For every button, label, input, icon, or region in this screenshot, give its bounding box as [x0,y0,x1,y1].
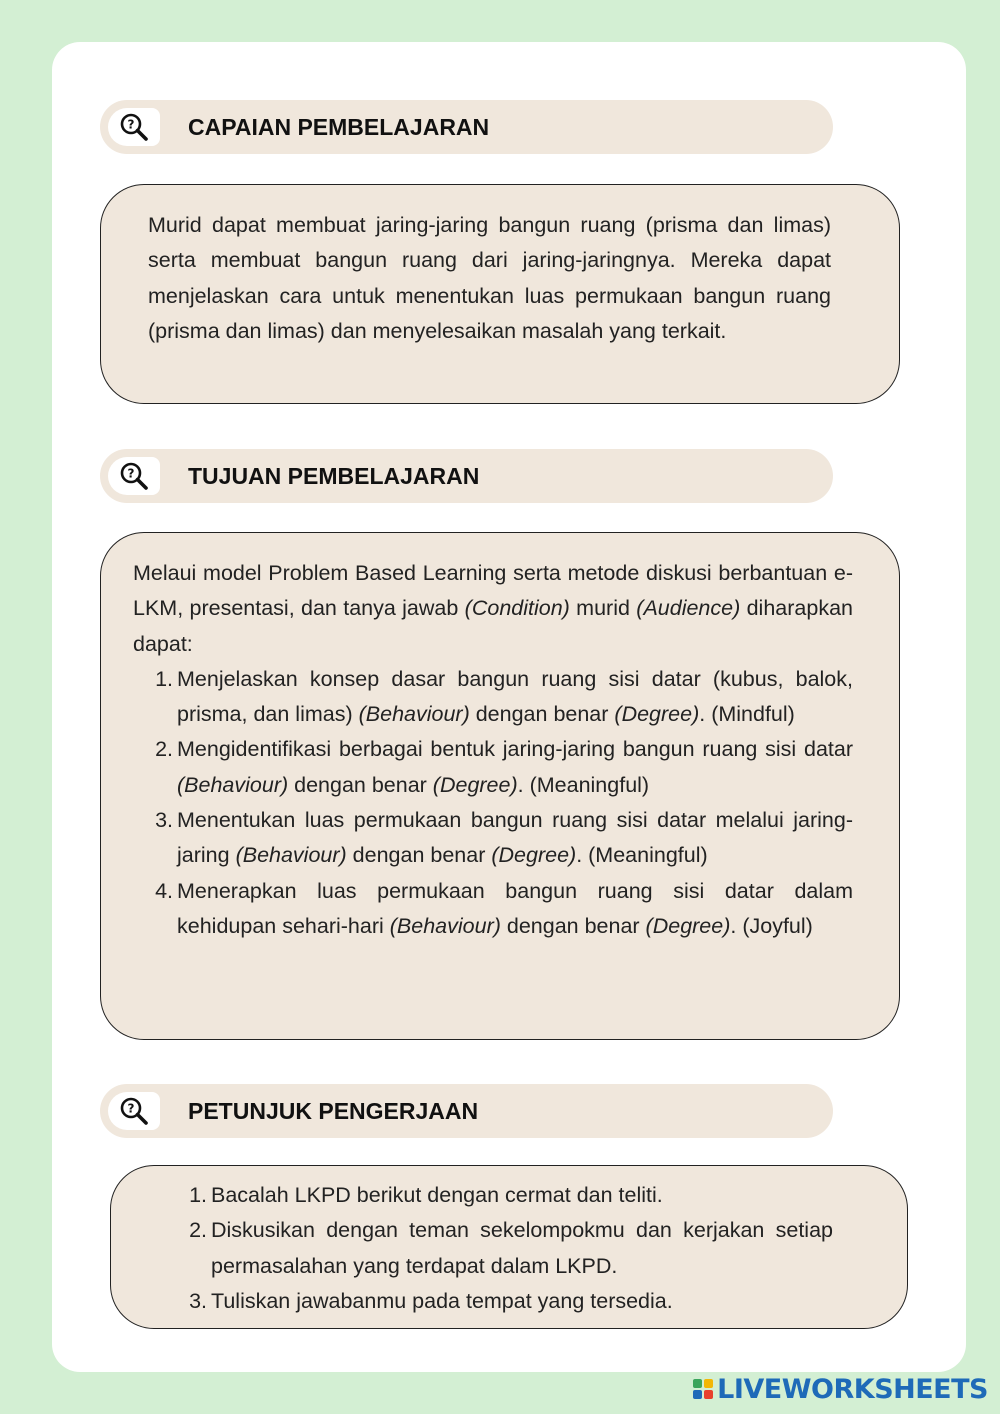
svg-text:?: ? [127,466,135,481]
section-header-capaian [100,100,833,154]
petunjuk-content-box [110,1165,908,1329]
tujuan-intro: Melaui model Problem Based Learning serta metode diskusi berbantuan e-LKM, presentasi, dan tanya jawab (Condition) murid (Audience) diharapkan dapat: [133,561,853,656]
magnifier-question-icon [108,457,160,495]
section-header-tujuan [100,449,833,503]
magnifier-question-icon [108,108,160,146]
section-title: CAPAIAN PEMBELAJARAN [188,114,490,140]
list-item: 2. Mengidentifikasi berbagai bentuk jaring-jaring bangun ruang sisi datar (Behaviour) dengan benar (Degree). (Meaningful) [155,737,853,797]
brand-name: LIVEWORKSHEETS [717,1373,988,1405]
list-item: 3. Tuliskan jawabanmu pada tempat yang tersedia. [189,1288,673,1313]
section-title: TUJUAN PEMBELAJARAN [188,463,480,489]
tujuan-list [133,662,853,944]
tujuan-content-box [100,532,900,1040]
capaian-content-box [100,184,900,404]
svg-text:?: ? [127,1101,135,1116]
list-item: 3. Menentukan luas permukaan bangun ruang sisi datar melalui jaring-jaring (Behaviour) dengan benar (Degree). (Meaningful) [155,808,853,868]
petunjuk-list [167,1178,833,1319]
liveworksheets-logo[interactable] [693,1374,988,1404]
section-title: PETUNJUK PENGERJAAN [188,1098,479,1124]
svg-text:?: ? [127,117,135,132]
magnifier-question-icon [108,1092,160,1130]
list-item: 2. Diskusikan dengan teman sekelompokmu dan kerjakan setiap permasalahan yang terdapat dalam LKPD. [189,1218,833,1278]
list-item: 1. Menjelaskan konsep dasar bangun ruang sisi datar (kubus, balok, prisma, dan limas) (Behaviour) dengan benar (Degree). (Mindful) [155,666,853,727]
list-item: 4. Menerapkan luas permukaan bangun ruang sisi datar dalam kehidupan sehari-hari (Behaviour) dengan benar (Degree). (Joyful) [155,878,853,938]
list-item: 1. Bacalah LKPD berikut dengan cermat dan teliti. [189,1183,663,1207]
capaian-text: Murid dapat membuat jaring-jaring bangun ruang (prisma dan limas) serta membuat bangun ruang dari jaring-jaringnya. Mereka dapat menjelaskan cara untuk menentukan luas permukaan bangun ruang (prisma dan limas) dan menyelesaikan masalah yang terkait. [148,213,831,343]
section-header-petunjuk [100,1084,833,1138]
liveworksheets-logo-icon [693,1379,713,1399]
